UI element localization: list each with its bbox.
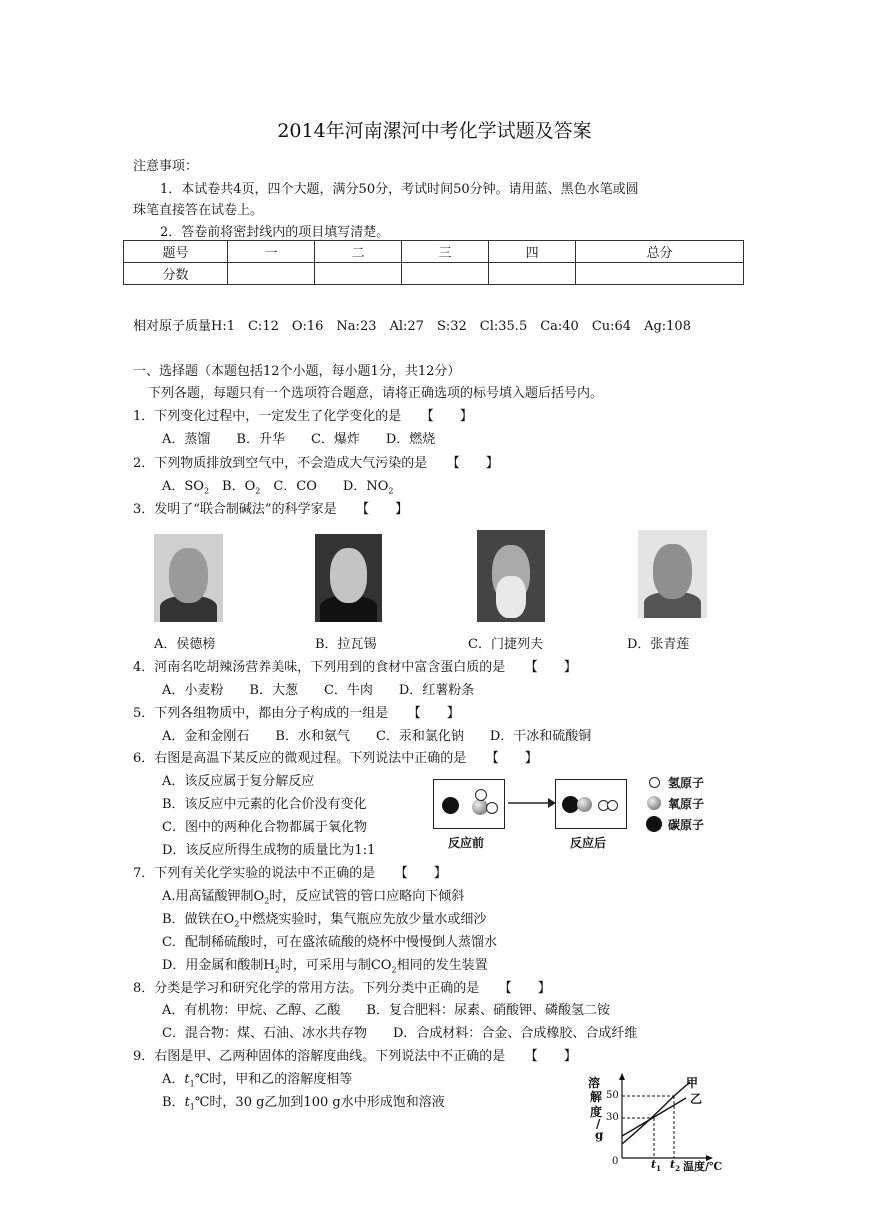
notice-item-1: 1．本试卷共4页，四个大题，满分50分，考试时间50分钟。请用蓝、黑色水笔或圆 [160, 182, 639, 197]
atomic-mass-line: 相对原子质量H:1 C:12 O:16 Na:23 Al:27 S:32 Cl:35.5 Ca:40 Cu:64 Ag:108 [133, 319, 691, 334]
question-1: 1．下列变化过程中，一定发生了化学变化的是 【 】 [133, 409, 473, 424]
solubility-tick-50: 50 [606, 1090, 619, 1101]
question-9-option-b: B．$t_1℃$时，30 g乙加到100 g水中形成饱和溶液 [162, 1095, 445, 1112]
score-header-cell: 一 [228, 241, 315, 263]
question-6-option-a: A．该反应属于复分解反应 [162, 774, 315, 789]
score-input-cell[interactable] [315, 263, 402, 285]
solubility-ylabel-char: 解 [590, 1090, 603, 1104]
portrait-zhang-qinglian [638, 530, 707, 618]
question-2-options: A．$SO_2$ B．$O_2$ C．CO D．$NO_2$ [162, 479, 394, 496]
section-1-title: 一、选择题（本题包括12个小题，每小题1分，共12分） [133, 364, 461, 379]
question-7-option-b: B．做铁在$O_2$中燃烧实验时，集气瓶应先放少量水或细沙 [162, 912, 487, 929]
question-8: 8．分类是学习和研究化学的常用方法。下列分类中正确的是 【 】 [133, 981, 551, 996]
question-5-options: A．金和金刚石 B．水和氨气 C．汞和氯化钠 D．干冰和硫酸铜 [162, 729, 592, 744]
solubility-t2-label: $t_2$ [670, 1158, 680, 1174]
legend-carbon-label: 碳原子 [668, 818, 705, 832]
score-header-cell: 三 [402, 241, 489, 263]
question-3: 3．发明了“联合制碱法”的科学家是 【 】 [133, 502, 409, 517]
question-8-options-cd: C．混合物：煤、石油、冰水共存物 D．合成材料：合金、合成橡胶、合成纤维 [162, 1026, 638, 1041]
notice-item-2: 2．答卷前将密封线内的项目填写清楚。 [160, 225, 390, 240]
question-7-option-c: C．配制稀硫酸时，可在盛浓硫酸的烧杯中慢慢倒人蒸馏水 [162, 935, 497, 950]
solubility-ylabel-char: 溶 [588, 1076, 601, 1090]
solubility-ylabel-char: / [596, 1117, 601, 1131]
legend-hydrogen-label: 氢原子 [668, 776, 705, 790]
question-3-option-d: D．张青莲 [627, 637, 690, 652]
question-1-options: A．蒸馏 B．升华 C．爆炸 D．燃烧 [162, 432, 436, 447]
reaction-arrow-icon [508, 795, 556, 811]
solubility-xlabel: 温度/℃ [683, 1160, 723, 1173]
score-header-cell: 二 [315, 241, 402, 263]
question-4-options: A．小麦粉 B．大葱 C．牛肉 D．红薯粉条 [162, 683, 475, 698]
after-box [555, 779, 627, 829]
question-6-option-d: D．该反应所得生成物的质量比为1:1 [162, 843, 376, 858]
question-7-option-a: A.用高锰酸钾制$O_2$时，反应试管的管口应略向下倾斜 [162, 889, 465, 906]
portrait-lavoisier [315, 534, 382, 622]
after-label: 反应后 [570, 836, 607, 850]
score-row-label: 分数 [124, 263, 228, 285]
score-table [123, 240, 744, 285]
score-header-cell: 总分 [576, 241, 744, 263]
question-9: 9．右图是甲、乙两种固体的溶解度曲线。下列说法中不正确的是 【 】 [133, 1049, 577, 1064]
solubility-tick-30: 30 [606, 1112, 619, 1123]
page-title: 2014年河南漯河中考化学试题及答案 [277, 120, 592, 142]
solubility-t1-label: $t_1$ [651, 1158, 661, 1174]
solubility-figure [586, 1072, 736, 1172]
hydrogen-atom [475, 789, 487, 801]
portrait-hou-debang [154, 534, 223, 622]
hydrogen-atom [486, 802, 498, 814]
question-7-option-d: D．用金属和酸制$H_2$时，可采用与制$CO_2$相同的发生装置 [162, 958, 488, 975]
hydrogen-atom [607, 800, 618, 811]
carbon-atom [442, 797, 459, 814]
question-3-option-a: A．侯德榜 [154, 637, 216, 652]
question-2: 2．下列物质排放到空气中，不会造成大气污染的是 【 】 [133, 456, 499, 471]
solubility-ylabel-char: g [595, 1128, 604, 1142]
reaction-diagram [430, 770, 742, 855]
score-table-row [124, 263, 744, 285]
question-3-option-c: C．门捷列夫 [468, 637, 543, 652]
legend-oxygen-icon [647, 796, 661, 810]
legend-carbon-icon [646, 816, 662, 832]
question-6-option-c: C．图中的两种化合物都属于氧化物 [162, 820, 367, 835]
score-header-cell: 题号 [124, 241, 228, 263]
oxygen-atom [577, 797, 592, 812]
question-6-option-b: B．该反应中元素的化合价没有变化 [162, 797, 367, 812]
question-5: 5．下列各组物质中，都由分子构成的一组是 【 】 [133, 706, 460, 721]
question-3-option-b: B．拉瓦锡 [315, 637, 377, 652]
before-box [433, 779, 505, 829]
solubility-ylabel-char: 度 [590, 1105, 603, 1119]
solubility-series-a-label: 甲 [686, 1076, 699, 1090]
score-input-cell[interactable] [576, 263, 744, 285]
solubility-series-b-label: 乙 [690, 1092, 703, 1106]
solubility-origin: 0 [612, 1156, 619, 1167]
before-label: 反应前 [448, 836, 485, 850]
legend-hydrogen-icon [649, 777, 660, 788]
question-4: 4．河南名吃胡辣汤营养美味，下列用到的食材中富含蛋白质的是 【 】 [133, 660, 577, 675]
score-input-cell[interactable] [402, 263, 489, 285]
section-1-instructions: 下列各题，每题只有一个选项符合题意，请将正确选项的标号填入题后括号内。 [148, 386, 604, 401]
question-7: 7．下列有关化学实验的说法中不正确的是 【 】 [133, 866, 447, 881]
notice-item-1-cont: 珠笔直接答在试卷上。 [133, 203, 264, 218]
score-table-header-row [124, 241, 744, 263]
score-header-cell: 四 [489, 241, 576, 263]
score-input-cell[interactable] [228, 263, 315, 285]
notice-heading: 注意事项： [133, 159, 199, 174]
question-8-options-ab: A．有机物：甲烷、乙醇、乙酸 B．复合肥料：尿素、硝酸钾、磷酸氢二铵 [162, 1003, 610, 1018]
portrait-mendeleev [477, 530, 545, 622]
question-6: 6．右图是高温下某反应的微观过程。下列说法中正确的是 【 】 [133, 751, 538, 766]
legend-oxygen-label: 氧原子 [668, 797, 705, 811]
score-input-cell[interactable] [489, 263, 576, 285]
question-9-option-a: A．$t_1℃$时，甲和乙的溶解度相等 [162, 1072, 353, 1089]
